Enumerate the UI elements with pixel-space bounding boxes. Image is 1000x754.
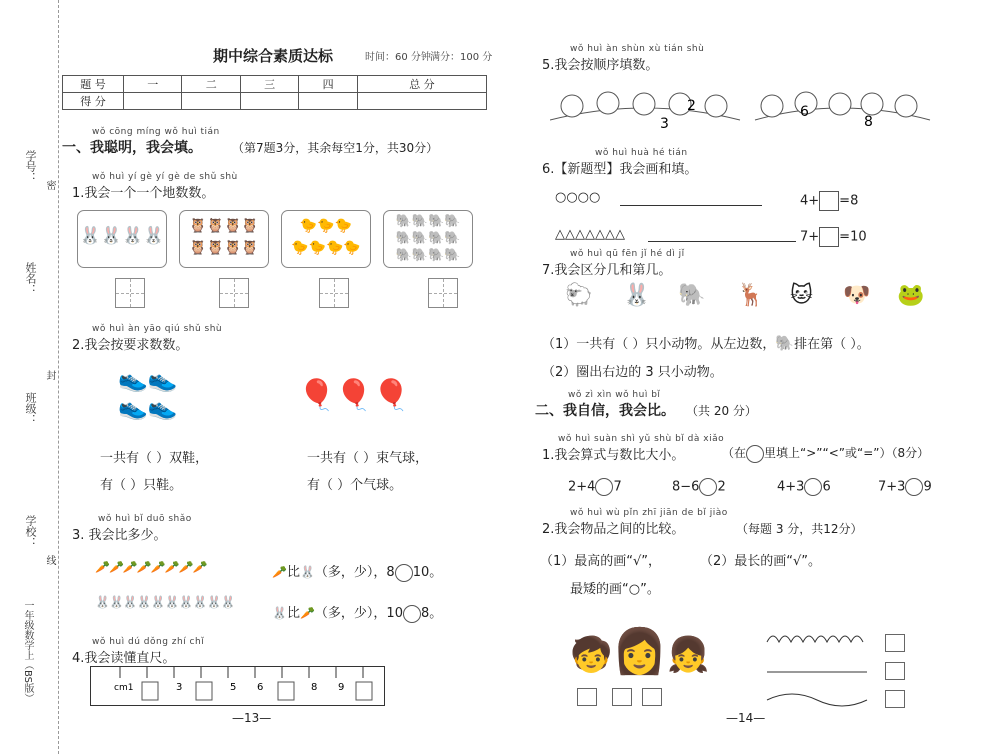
q7-text: （1）一共有（ ）只小动物。从左边数，	[542, 337, 776, 352]
question-4: 4.我会读懂直尺。	[72, 651, 176, 666]
pinyin: wǒ huì yí gè yí gè de shǔ shù	[92, 172, 238, 182]
seal-mi: 密	[44, 180, 55, 190]
question-2: 2.我会按要求数数。	[72, 338, 189, 353]
seal-feng: 封	[44, 370, 55, 380]
ruler-label: 5	[230, 682, 237, 693]
q2-balloons-text: 有（ ）个气球。	[307, 478, 403, 493]
answer-box[interactable]	[219, 278, 249, 308]
owl-icon: 🦉🦉🦉🦉 🦉🦉🦉🦉	[189, 218, 259, 256]
cmp-left: 8−6	[672, 479, 700, 495]
score-header: 四	[299, 76, 357, 93]
page-number: —14—	[726, 711, 766, 725]
question-2-2-note: （每题 3 分，共12分）	[736, 522, 863, 536]
answer-box[interactable]	[642, 688, 662, 706]
ruler-label: cm1	[114, 683, 134, 693]
q7-part-1	[542, 333, 870, 352]
ruler	[90, 666, 385, 706]
answer-box[interactable]	[885, 662, 905, 680]
bird-card	[281, 210, 371, 268]
question-2-1: 1.我会算式与数比大小。	[542, 448, 685, 463]
right-page	[500, 0, 1000, 754]
flower-number: 6	[800, 104, 809, 120]
rabbit-card	[77, 210, 167, 268]
q7-part-2: （2）圈出右边的 3 只小动物。	[542, 365, 723, 380]
pinyin: wǒ huì huà hé tián	[595, 148, 688, 158]
note-text: 里填上“>”“<”或“=”）（8分）	[764, 446, 930, 460]
cmp-circle[interactable]	[804, 478, 822, 496]
answer-box[interactable]	[612, 688, 632, 706]
compare-circle[interactable]	[403, 605, 421, 623]
answer-box[interactable]	[885, 634, 905, 652]
q6-equation-1	[800, 191, 858, 211]
q22-part-3: 最矮的画“○”。	[570, 582, 660, 597]
book-label: 一年级数学上（BS版）	[22, 600, 33, 704]
carrot-icon: 🥕🥕🥕🥕🥕🥕🥕🥕	[95, 560, 207, 574]
answer-box[interactable]	[428, 278, 458, 308]
ruler-label: 8	[311, 682, 318, 693]
question-1: 1.我会一个一个地数数。	[72, 186, 215, 201]
flower-number: 8	[864, 114, 873, 130]
score-cell[interactable]	[124, 93, 182, 110]
rabbit-icon: 🐰	[623, 283, 651, 308]
ruler-answer-box[interactable]	[278, 682, 294, 700]
pinyin: wǒ zì xìn wǒ huì bǐ	[568, 390, 661, 400]
flower-number: 3	[660, 116, 669, 132]
compare-item	[672, 478, 726, 496]
time-limit: 时间：60 分钟	[365, 52, 431, 63]
score-header: 总 分	[357, 76, 486, 93]
eq-part: =10	[839, 229, 867, 245]
carrot-icon: 🥕	[272, 565, 287, 579]
elephant-card	[383, 210, 473, 268]
ruler-answer-box[interactable]	[196, 682, 212, 700]
score-row-label: 得 分	[63, 93, 124, 110]
elephant-icon: 🐘🐘🐘🐘 🐘🐘🐘🐘 🐘🐘🐘🐘	[395, 214, 461, 263]
score-header: 三	[240, 76, 298, 93]
q3-compare-a	[272, 561, 442, 582]
shoes-icon: 👟👟 👟👟	[118, 365, 178, 421]
cmp-circle[interactable]	[595, 478, 613, 496]
question-2-1-note	[722, 444, 929, 463]
question-6: 6.【新题型】我会画和填。	[542, 162, 698, 177]
full-score: 满分：100 分	[430, 52, 493, 63]
rabbit-icon: 🐰	[272, 606, 287, 620]
pinyin: wǒ huì àn shùn xù tián shù	[570, 44, 705, 54]
q6-circles: ○○○○	[555, 190, 601, 205]
q2-bunches-text: 一共有（ ）束气球，	[307, 451, 429, 466]
score-cell[interactable]	[182, 93, 240, 110]
score-table	[62, 75, 487, 110]
rabbit-icon: 🐰	[299, 565, 315, 579]
cmp-left: 7+3	[878, 479, 906, 495]
flower-vines	[550, 88, 940, 132]
elephant-icon: 🐘	[775, 334, 795, 352]
school-label: 学校：	[24, 515, 37, 548]
answer-box[interactable]	[577, 688, 597, 706]
page-number: —13—	[232, 711, 272, 725]
q2-pairs-text: 一共有（ ）双鞋，	[100, 451, 209, 466]
q7-text: 排在第（ ）。	[794, 337, 870, 352]
compare-word: 比	[286, 606, 300, 621]
q22-part-1: （1）最高的画“√”，	[540, 554, 662, 569]
carrot-icon: 🥕	[299, 606, 315, 620]
class-label: 班级：	[24, 392, 37, 425]
compare-number: 10。	[412, 565, 443, 580]
children-icon: 🧒👩👧	[570, 626, 710, 677]
frog-icon: 🐸	[897, 283, 925, 308]
student-id-label: 学号：	[24, 150, 37, 183]
flower-number: 2	[687, 98, 696, 114]
cmp-left: 4+3	[777, 479, 805, 495]
eq-part: =8	[839, 193, 859, 209]
q6-triangles: △△△△△△△	[555, 227, 625, 242]
pinyin: wǒ huì àn yāo qiú shǔ shù	[92, 324, 223, 334]
pinyin: wǒ huì bǐ duō shǎo	[98, 514, 192, 524]
cmp-right: 2	[717, 479, 726, 495]
compare-item	[777, 478, 831, 496]
dog-icon: 🐶	[843, 283, 871, 308]
rabbit-icon: 🐰🐰🐰🐰	[79, 226, 165, 246]
cmp-right: 6	[822, 479, 831, 495]
eq-box[interactable]	[819, 227, 839, 247]
answer-line[interactable]	[620, 205, 762, 206]
pinyin: wǒ huì wù pǐn zhī jiān de bǐ jiào	[570, 508, 728, 518]
deer-icon: 🦌	[737, 283, 765, 308]
cmp-left: 2+4	[568, 479, 596, 495]
score-header: 二	[182, 76, 240, 93]
q6-equation-2	[800, 227, 867, 247]
pinyin: wǒ huì dú dǒng zhí chǐ	[92, 637, 205, 647]
compare-item	[878, 478, 932, 496]
ruler-answer-box[interactable]	[142, 682, 158, 700]
q3-compare-b	[272, 602, 442, 623]
question-5: 5.我会按顺序填数。	[542, 58, 659, 73]
eq-part: 4+	[800, 193, 820, 209]
bird-icon: 🐤🐤🐤 🐤🐤🐤🐤	[291, 218, 361, 256]
cmp-circle[interactable]	[699, 478, 717, 496]
section-1-title: 一、我聪明，我会填。	[62, 140, 202, 156]
cat-icon: 🐱	[790, 283, 813, 308]
score-cell[interactable]	[240, 93, 298, 110]
ruler-label: 6	[257, 682, 264, 693]
cmp-circle[interactable]	[905, 478, 923, 496]
section-1-note: （第7题3分，其余每空1分，共30分）	[232, 141, 439, 155]
section-2-title: 二、我自信，我会比。	[535, 403, 675, 419]
balloon-icon: 🎈🎈🎈	[298, 378, 411, 413]
lines-comparison	[765, 630, 875, 710]
note-circle	[746, 445, 764, 463]
compare-item	[568, 478, 622, 496]
ruler-label: 3	[176, 682, 183, 693]
answer-box[interactable]	[319, 278, 349, 308]
ruler-answer-box[interactable]	[356, 682, 372, 700]
binding-margin	[0, 0, 59, 754]
pinyin: wǒ huì qū fēn jǐ hé dì jǐ	[570, 249, 685, 259]
score-cell[interactable]	[299, 93, 357, 110]
ruler-label: 9	[338, 682, 345, 693]
score-cell[interactable]	[357, 93, 486, 110]
seal-xian: 线	[44, 555, 55, 565]
note-text: （在	[722, 446, 747, 460]
answer-box[interactable]	[115, 278, 145, 308]
sheep-icon: 🐑	[565, 283, 593, 308]
cmp-right: 7	[613, 479, 622, 495]
pinyin: wǒ cōng míng wǒ huì tián	[92, 127, 220, 137]
pinyin: wǒ huì suàn shì yǔ shù bǐ dà xiǎo	[558, 434, 725, 444]
compare-number: 8。	[420, 606, 443, 621]
eq-box[interactable]	[819, 191, 839, 211]
score-header: 一	[124, 76, 182, 93]
rabbit-row-icon: 🐰🐰🐰🐰🐰🐰🐰🐰🐰🐰	[95, 595, 235, 609]
section-2-note: （共 20 分）	[686, 404, 757, 418]
elephant-icon: 🐘	[678, 283, 706, 308]
question-7: 7.我会区分几和第几。	[542, 263, 672, 278]
compare-choice: （多，少），8	[314, 565, 395, 580]
q2-shoes-text: 有（ ）只鞋。	[100, 478, 183, 493]
name-label: 姓名：	[24, 262, 37, 295]
question-2-2: 2.我会物品之间的比较。	[542, 522, 685, 537]
eq-part: 7+	[800, 229, 820, 245]
answer-box[interactable]	[885, 690, 905, 708]
page-title: 期中综合素质达标	[213, 47, 334, 65]
question-3: 3. 我会比多少。	[72, 528, 167, 543]
answer-line[interactable]	[648, 241, 796, 242]
cmp-right: 9	[923, 479, 932, 495]
q22-part-2: （2）最长的画“√”。	[700, 554, 822, 569]
compare-circle[interactable]	[395, 564, 413, 582]
owl-card	[179, 210, 269, 268]
compare-choice: （多，少），10	[314, 606, 403, 621]
compare-word: 比	[286, 565, 300, 580]
score-header: 题 号	[63, 76, 124, 93]
